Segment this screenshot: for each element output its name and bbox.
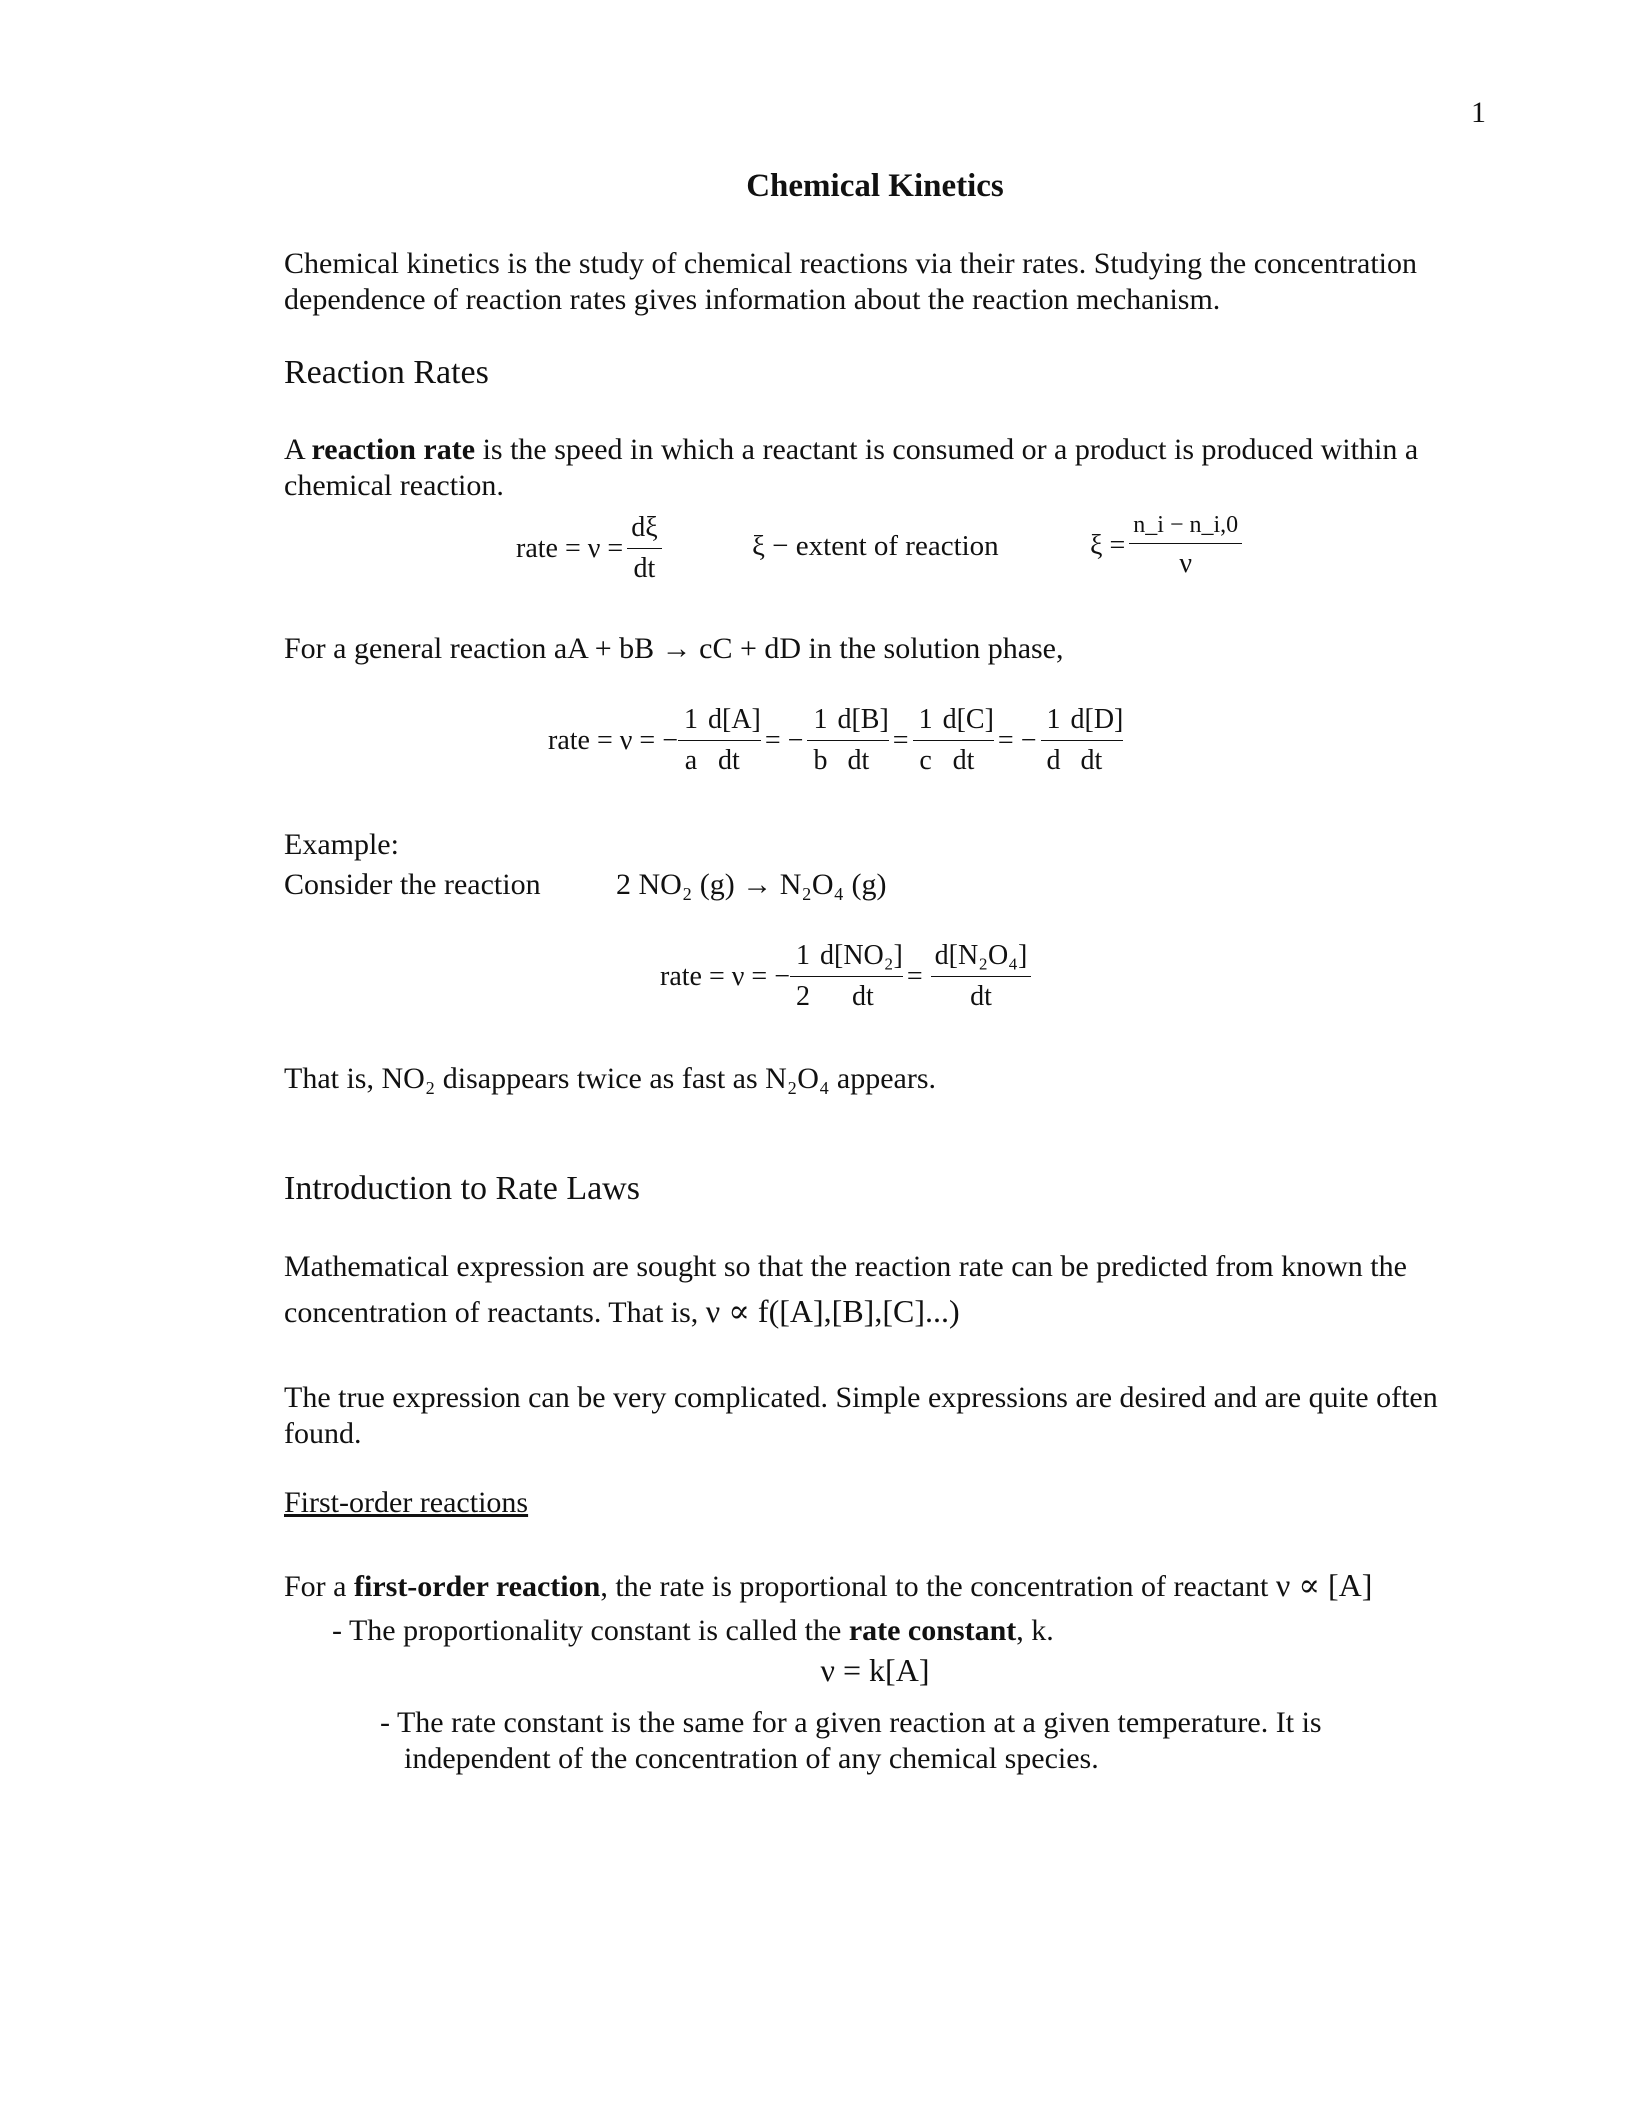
eq2-d-species: d[D] bbox=[1070, 704, 1124, 735]
example-reaction: 2 NO₂ (g) → N₂O₄ (g) bbox=[616, 868, 887, 901]
extent-definition-equation bbox=[1090, 512, 1246, 580]
eq1-fraction bbox=[627, 512, 661, 585]
eq3-one: 1 bbox=[796, 940, 810, 971]
intro-paragraph: Chemical kinetics is the study of chemical reactions via their rates. Studying the concentration dependence of reaction rates gives information about the reaction mechanism. bbox=[284, 247, 1417, 316]
eq2-operator: = − bbox=[997, 724, 1037, 756]
proportionality-formula: ν ∝ f([A],[B],[C]...) bbox=[705, 1293, 960, 1329]
section-heading-reaction-rates: Reaction Rates bbox=[284, 354, 489, 391]
eq1-numerator: dξ bbox=[627, 512, 661, 549]
eq2-coefficient: a bbox=[684, 745, 698, 776]
def-post: is the speed in which a reactant is consumed or a product is produced within a chemical reaction. bbox=[284, 433, 1419, 502]
def-pre: A bbox=[284, 433, 312, 466]
that-is-statement: That is, NO₂ disappears twice as fast as N₂O₄ appears. bbox=[284, 1062, 937, 1095]
fo-post: , the rate is proportional to the concentration of reactant bbox=[600, 1570, 1276, 1603]
def-bold-term: reaction rate bbox=[311, 433, 476, 466]
first-order-subheading: First-order reactions bbox=[284, 1486, 529, 1519]
eq2-dt: dt bbox=[952, 745, 975, 776]
true-expression-paragraph: The true expression can be very complicated. Simple expressions are desired and are quite often found. bbox=[284, 1381, 1438, 1450]
eq2-coefficient: d bbox=[1046, 745, 1061, 776]
eq3-d-n2o4: d[N₂O₄] bbox=[931, 940, 1032, 977]
rate-law-intro-line1: Mathematical expression are sought so that the reaction rate can be predicted from known the bbox=[284, 1250, 1407, 1283]
bullet1-bold-term: rate constant bbox=[848, 1614, 1017, 1647]
fo-formula: ν ∝ [A] bbox=[1275, 1567, 1373, 1603]
fo-bold-term: first-order reaction bbox=[354, 1570, 601, 1603]
rate-constant-note-line1: - The rate constant is the same for a given reaction at a given temperature. It is bbox=[380, 1706, 1322, 1739]
eq2-dt: dt bbox=[1080, 745, 1103, 776]
eq2-operator: = − bbox=[764, 724, 804, 756]
eq2-dt: dt bbox=[718, 745, 740, 776]
eq1-lhs: rate = ν = bbox=[516, 532, 624, 564]
eq2-one: 1 bbox=[813, 704, 828, 735]
reaction-rate-definition bbox=[284, 432, 1484, 504]
page-number: 1 bbox=[1471, 96, 1486, 129]
eq2-one: 1 bbox=[1046, 704, 1061, 735]
xi-numerator: n_i − n_i,0 bbox=[1129, 512, 1242, 544]
eq2-d-species: d[A] bbox=[708, 704, 761, 735]
xi-denominator: ν bbox=[1179, 548, 1193, 579]
xi-lhs: ξ = bbox=[1090, 530, 1126, 561]
eq2-term-c bbox=[913, 704, 994, 777]
eq2-lhs: rate = ν = − bbox=[548, 724, 678, 756]
general-rate-equation bbox=[548, 704, 1123, 777]
eq1-denominator: dt bbox=[633, 553, 656, 584]
section-heading-rate-laws: Introduction to Rate Laws bbox=[284, 1170, 640, 1207]
eq3-second-term bbox=[931, 940, 1032, 1013]
first-order-rate-law: ν = k[A] bbox=[820, 1652, 930, 1688]
eq2-one: 1 bbox=[918, 704, 933, 735]
eq2-d-species: d[C] bbox=[942, 704, 994, 735]
rate-constant-bullet bbox=[332, 1614, 1054, 1648]
eq2-d-species: d[B] bbox=[837, 704, 889, 735]
eq2-term-d bbox=[1041, 704, 1124, 777]
bullet1-pre: - The proportionality constant is called the bbox=[332, 1614, 849, 1647]
eq3-first-term bbox=[790, 940, 903, 1013]
eq2-term-a bbox=[678, 704, 761, 777]
no2-rate-equation bbox=[660, 940, 1035, 1013]
eq3-dt-1: dt bbox=[852, 981, 874, 1012]
bullet1-post: , k. bbox=[1016, 1614, 1054, 1647]
rate-definition-equation bbox=[516, 512, 666, 585]
consider-reaction-text: Consider the reaction bbox=[284, 868, 541, 901]
extent-label: ξ − extent of reaction bbox=[752, 530, 999, 562]
rate-law-intro-pre: concentration of reactants. That is, bbox=[284, 1296, 706, 1329]
eq3-dt-2: dt bbox=[970, 981, 992, 1012]
eq2-coefficient: c bbox=[919, 745, 932, 776]
example-label: Example: bbox=[284, 828, 399, 861]
eq3-d-no2: d[NO₂] bbox=[820, 940, 903, 971]
rate-constant-note-line2: independent of the concentration of any chemical species. bbox=[404, 1742, 1099, 1775]
eq3-lhs: rate = ν = − bbox=[660, 960, 790, 992]
xi-fraction bbox=[1129, 512, 1242, 580]
eq2-one: 1 bbox=[684, 704, 698, 735]
eq2-term-b bbox=[807, 704, 888, 777]
page-title: Chemical Kinetics bbox=[746, 168, 1004, 204]
eq2-operator: = bbox=[892, 724, 909, 756]
first-order-definition bbox=[284, 1566, 1372, 1604]
eq2-dt: dt bbox=[847, 745, 870, 776]
rate-law-intro-line2 bbox=[284, 1292, 960, 1330]
eq2-coefficient: b bbox=[813, 745, 828, 776]
general-reaction-text: For a general reaction aA + bB → cC + dD in the solution phase, bbox=[284, 632, 1064, 665]
eq3-two: 2 bbox=[796, 981, 810, 1012]
eq3-equals: = bbox=[906, 960, 923, 992]
fo-pre: For a bbox=[284, 1570, 354, 1603]
